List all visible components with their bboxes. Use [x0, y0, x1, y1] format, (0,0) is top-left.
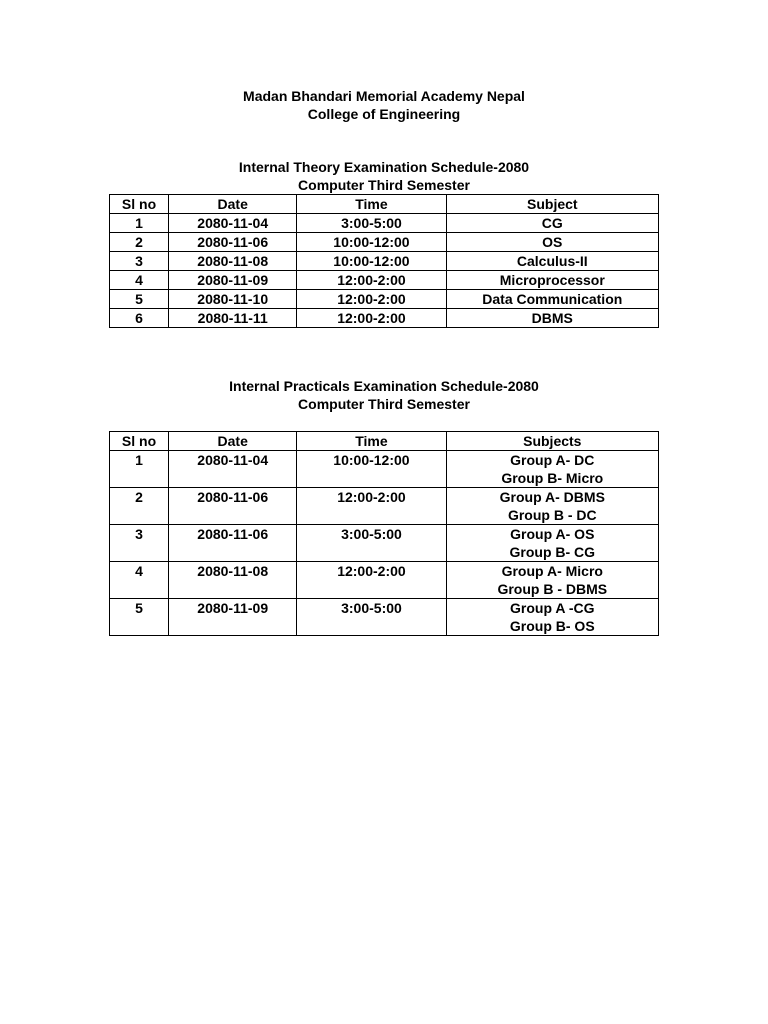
group-a-subject: Group A- Micro — [501, 563, 603, 579]
practical-schedule-table — [109, 431, 659, 636]
time-cell: 12:00-2:00 — [297, 488, 446, 525]
group-b-subject: Group B- CG — [509, 544, 596, 560]
theory-schedule-subtitle: Computer Third Semester — [298, 177, 470, 193]
table-row — [110, 309, 659, 328]
group-a-subject: Group A- DBMS — [499, 489, 605, 505]
sl-no-cell: 3 — [110, 252, 169, 271]
table-row — [110, 488, 659, 525]
college-name: College of Engineering — [307, 106, 461, 122]
table-row — [110, 233, 659, 252]
sl-no-cell: 1 — [110, 451, 169, 488]
table-header-row — [110, 195, 659, 214]
date-cell: 2080-11-06 — [169, 233, 297, 252]
group-b-subject: Group B- OS — [509, 618, 595, 634]
time-cell: 12:00-2:00 — [297, 309, 446, 328]
sl-no-cell: 1 — [110, 214, 169, 233]
subjects-cell — [446, 488, 658, 525]
column-header-time: Time — [297, 432, 446, 451]
time-cell: 12:00-2:00 — [297, 562, 446, 599]
subject-cell: Data Communication — [446, 290, 658, 309]
group-a-subject: Group A- OS — [510, 526, 595, 542]
practical-schedule-subtitle: Computer Third Semester — [298, 396, 470, 412]
sl-no-cell: 3 — [110, 525, 169, 562]
date-cell: 2080-11-06 — [169, 488, 297, 525]
time-cell: 10:00-12:00 — [297, 252, 446, 271]
subject-cell: CG — [446, 214, 658, 233]
date-cell: 2080-11-09 — [169, 599, 297, 636]
time-cell: 10:00-12:00 — [297, 233, 446, 252]
table-row — [110, 290, 659, 309]
column-header-subjects: Subjects — [446, 432, 658, 451]
table-row — [110, 451, 659, 488]
date-cell: 2080-11-04 — [169, 214, 297, 233]
table-row — [110, 599, 659, 636]
table-row — [110, 562, 659, 599]
subjects-cell — [446, 525, 658, 562]
sl-no-cell: 2 — [110, 488, 169, 525]
date-cell: 2080-11-06 — [169, 525, 297, 562]
sl-no-cell: 4 — [110, 562, 169, 599]
subject-cell: Calculus-II — [446, 252, 658, 271]
column-header-time: Time — [297, 195, 446, 214]
table-row — [110, 525, 659, 562]
table-row — [110, 214, 659, 233]
group-a-subject: Group A -CG — [510, 600, 595, 616]
subject-cell: Microprocessor — [446, 271, 658, 290]
practical-schedule-title: Internal Practicals Examination Schedule-2080 — [229, 378, 539, 394]
subject-cell: OS — [446, 233, 658, 252]
subjects-cell — [446, 451, 658, 488]
sl-no-cell: 5 — [110, 599, 169, 636]
time-cell: 12:00-2:00 — [297, 290, 446, 309]
table-header-row — [110, 432, 659, 451]
date-cell: 2080-11-08 — [169, 252, 297, 271]
sl-no-cell: 6 — [110, 309, 169, 328]
theory-schedule-title: Internal Theory Examination Schedule-2080 — [238, 159, 530, 175]
subjects-cell — [446, 562, 658, 599]
date-cell: 2080-11-09 — [169, 271, 297, 290]
group-b-subject: Group B- Micro — [501, 470, 604, 486]
time-cell: 3:00-5:00 — [297, 525, 446, 562]
date-cell: 2080-11-08 — [169, 562, 297, 599]
column-header-sl-no: Sl no — [110, 432, 169, 451]
date-cell: 2080-11-10 — [169, 290, 297, 309]
column-header-sl-no: Sl no — [110, 195, 169, 214]
date-cell: 2080-11-11 — [169, 309, 297, 328]
group-b-subject: Group B - DC — [507, 507, 597, 523]
group-b-subject: Group B - DBMS — [497, 581, 608, 597]
date-cell: 2080-11-04 — [169, 451, 297, 488]
time-cell: 12:00-2:00 — [297, 271, 446, 290]
time-cell: 3:00-5:00 — [297, 214, 446, 233]
table-row — [110, 252, 659, 271]
column-header-subject: Subject — [446, 195, 658, 214]
table-row — [110, 271, 659, 290]
institution-name: Madan Bhandari Memorial Academy Nepal — [243, 88, 525, 104]
theory-schedule-table — [109, 194, 659, 328]
sl-no-cell: 4 — [110, 271, 169, 290]
time-cell: 10:00-12:00 — [297, 451, 446, 488]
subject-cell: DBMS — [446, 309, 658, 328]
group-a-subject: Group A- DC — [510, 452, 595, 468]
sl-no-cell: 2 — [110, 233, 169, 252]
subjects-cell — [446, 599, 658, 636]
time-cell: 3:00-5:00 — [297, 599, 446, 636]
column-header-date: Date — [169, 195, 297, 214]
column-header-date: Date — [169, 432, 297, 451]
sl-no-cell: 5 — [110, 290, 169, 309]
